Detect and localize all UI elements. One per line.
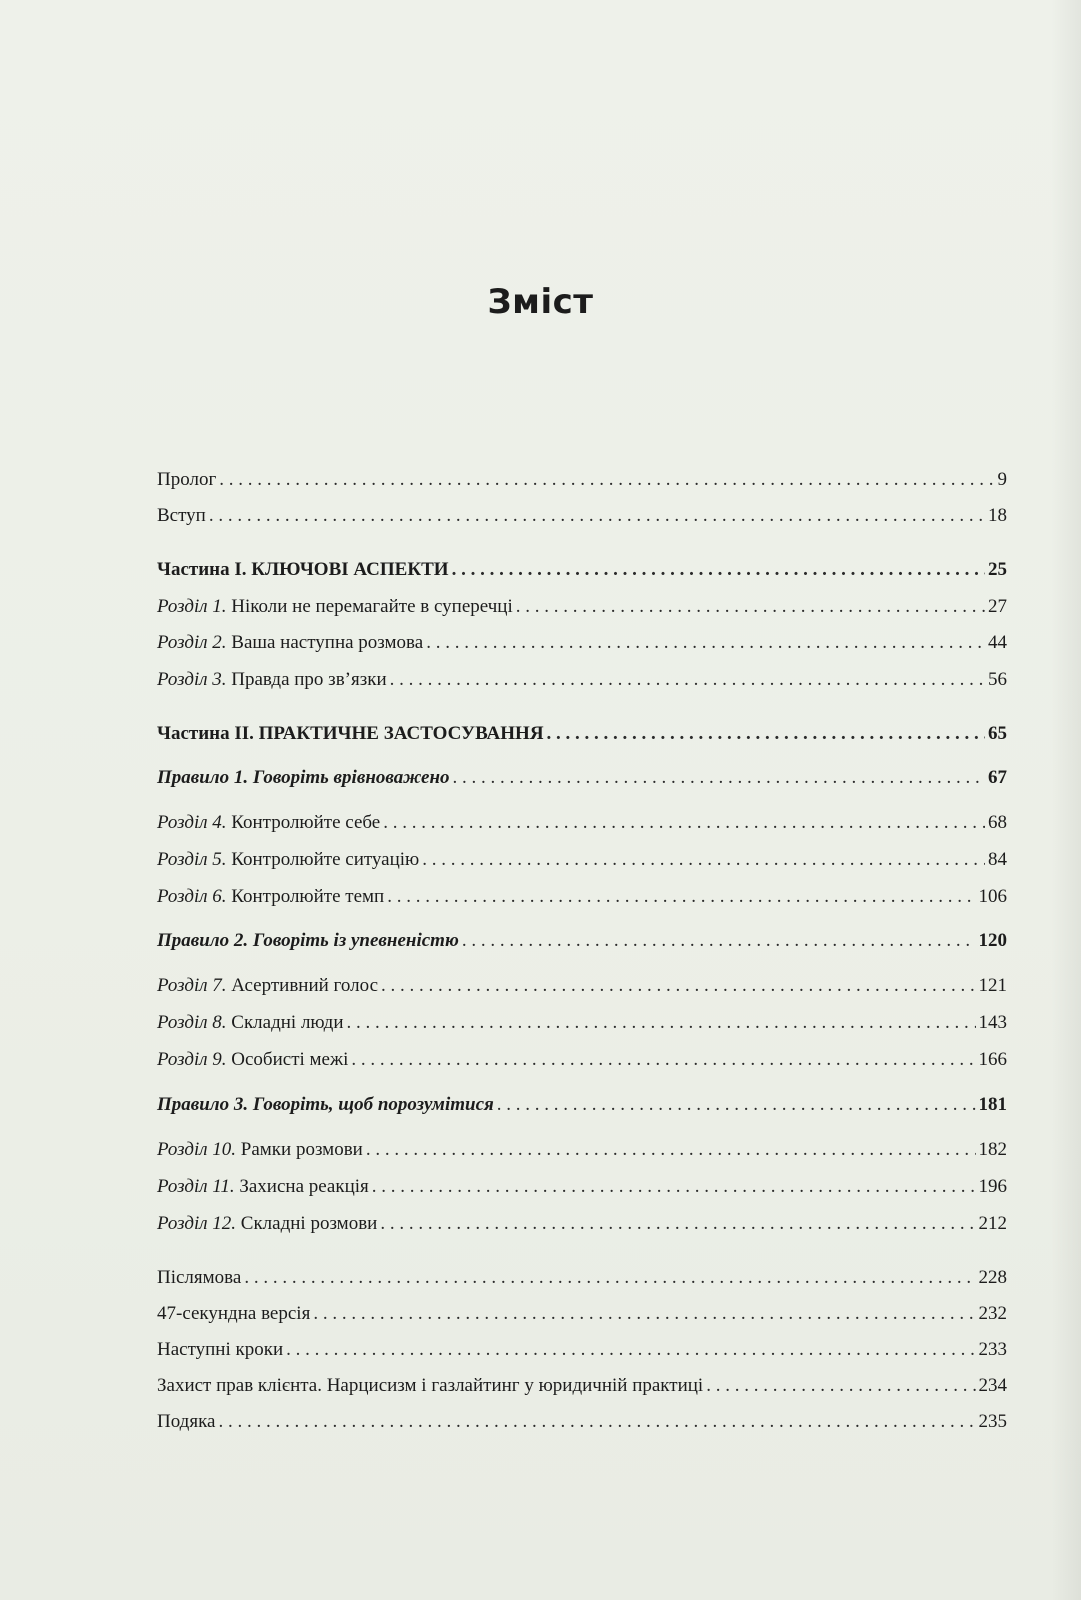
toc-entry-text: Правило 2. Говоріть із упевненістю — [157, 930, 459, 951]
toc-page-number: 44 — [988, 632, 1007, 653]
toc-entry-acknowledgements — [157, 1407, 1007, 1433]
dot-leader — [313, 1303, 975, 1325]
chapter-label: Розділ 12. — [157, 1213, 237, 1234]
toc-page-number: 181 — [978, 1094, 1007, 1115]
dot-leader — [387, 886, 975, 908]
toc-entry-text: Вступ — [157, 505, 206, 526]
toc-entry-47-second-version — [157, 1299, 1007, 1325]
dot-leader — [390, 669, 985, 691]
chapter-label: Розділ 9. — [157, 1049, 227, 1070]
dot-leader — [706, 1375, 975, 1397]
toc-page-number: 233 — [978, 1339, 1007, 1360]
toc-entry-text: Правило 1. Говоріть врівноважено — [157, 767, 450, 788]
dot-leader — [380, 1213, 975, 1235]
chapter-label: Розділ 1. — [157, 596, 227, 617]
dot-leader — [497, 1094, 976, 1116]
chapter-name: Захисна реакція — [234, 1176, 369, 1197]
toc-entry-text: Правило 3. Говоріть, щоб порозумітися — [157, 1094, 494, 1115]
toc-entry-chapter-3 — [157, 665, 1007, 691]
toc-entry-rule-3 — [157, 1090, 1007, 1116]
dot-leader — [452, 559, 985, 581]
toc-entry-introduction — [157, 501, 1007, 527]
chapter-name: Контролюйте ситуацію — [226, 849, 420, 870]
toc-entry-next-steps — [157, 1335, 1007, 1361]
toc-entry-text — [157, 1049, 348, 1071]
dot-leader — [372, 1176, 976, 1198]
dot-leader — [244, 1267, 975, 1289]
toc-entry-chapter-9 — [157, 1045, 1007, 1071]
toc-entry-chapter-7 — [157, 971, 1007, 997]
toc-entry-text — [157, 632, 423, 654]
toc-page-number: 18 — [988, 505, 1007, 526]
toc-entry-chapter-2 — [157, 628, 1007, 654]
dot-leader — [366, 1139, 976, 1161]
dot-leader — [286, 1339, 975, 1361]
toc-entry-chapter-4 — [157, 808, 1007, 834]
toc-page-number: 166 — [978, 1049, 1007, 1070]
toc-entry-prologue — [157, 465, 1007, 491]
dot-leader — [453, 767, 985, 789]
dot-leader — [219, 469, 994, 491]
toc-page-number: 235 — [978, 1411, 1007, 1432]
toc-entry-client-rights — [157, 1371, 1007, 1397]
toc-entry-chapter-5 — [157, 845, 1007, 871]
chapter-label: Розділ 7. — [157, 975, 227, 996]
dot-leader — [383, 812, 985, 834]
dot-leader — [351, 1049, 975, 1071]
toc-page-number: 234 — [978, 1375, 1007, 1396]
toc-entry-rule-2 — [157, 926, 1007, 952]
toc-entry-part-1 — [157, 555, 1007, 581]
toc-page-number: 232 — [978, 1303, 1007, 1324]
toc-page-number: 120 — [978, 930, 1007, 951]
toc-entry-afterword — [157, 1263, 1007, 1289]
toc-entry-text — [157, 1213, 377, 1235]
toc-entry-text: Наступні кроки — [157, 1339, 284, 1360]
dot-leader — [381, 975, 975, 997]
toc-page-number: 228 — [978, 1267, 1007, 1288]
chapter-name: Ваша наступна розмова — [226, 632, 424, 653]
chapter-label: Розділ 10. — [157, 1139, 237, 1160]
toc-page-number: 182 — [978, 1139, 1007, 1160]
toc-entry-text: 47-секундна версія — [157, 1303, 311, 1324]
chapter-name: Асертивний голос — [226, 975, 379, 996]
chapter-label: Розділ 8. — [157, 1012, 227, 1033]
dot-leader — [462, 930, 976, 952]
dot-leader — [422, 849, 985, 871]
dot-leader — [516, 596, 985, 618]
toc-entry-chapter-1 — [157, 592, 1007, 618]
toc-entry-text: Післямова — [157, 1267, 242, 1288]
chapter-name: Складні люди — [226, 1012, 344, 1033]
chapter-name: Складні розмови — [236, 1213, 378, 1234]
chapter-label: Розділ 2. — [157, 632, 227, 653]
toc-entry-text — [157, 1139, 363, 1161]
toc-entry-text — [157, 975, 378, 997]
toc-entry-text — [157, 1012, 344, 1034]
chapter-label: Розділ 11. — [157, 1176, 235, 1197]
chapter-name: Рамки розмови — [236, 1139, 363, 1160]
chapter-name: Контролюйте себе — [226, 812, 381, 833]
chapter-name: Особисті межі — [226, 1049, 349, 1070]
toc-entry-chapter-12 — [157, 1209, 1007, 1235]
toc-entry-text: Пролог — [157, 469, 217, 490]
toc-entry-text: Частина II. ПРАКТИЧНЕ ЗАСТОСУВАННЯ — [157, 723, 544, 744]
chapter-label: Розділ 3. — [157, 669, 227, 690]
chapter-label: Розділ 4. — [157, 812, 227, 833]
toc-page-number: 27 — [988, 596, 1007, 617]
dot-leader — [347, 1012, 976, 1034]
chapter-name: Ніколи не перемагайте в суперечці — [226, 596, 513, 617]
dot-leader — [426, 632, 985, 654]
dot-leader — [209, 505, 985, 527]
toc-page-number: 65 — [988, 723, 1007, 744]
toc-entry-part-2 — [157, 719, 1007, 745]
toc-entry-chapter-8 — [157, 1008, 1007, 1034]
toc-entry-chapter-10 — [157, 1135, 1007, 1161]
toc-entry-text: Захист прав клієнта. Нарцисизм і газлайтинг у юридичній практиці — [157, 1375, 704, 1396]
chapter-name: Правда про зв’язки — [226, 669, 387, 690]
toc-entry-text: Частина I. КЛЮЧОВІ АСПЕКТИ — [157, 559, 449, 580]
toc-entry-chapter-6 — [157, 882, 1007, 908]
toc-page-number: 84 — [988, 849, 1007, 870]
table-of-contents — [157, 0, 1007, 1600]
toc-entry-text — [157, 886, 384, 908]
toc-page-number: 106 — [978, 886, 1007, 907]
chapter-name: Контролюйте темп — [226, 886, 385, 907]
toc-page-number: 212 — [978, 1213, 1007, 1234]
page-title: Зміст — [487, 282, 594, 322]
toc-page-number: 68 — [988, 812, 1007, 833]
toc-entry-rule-1 — [157, 763, 1007, 789]
toc-page-number: 67 — [988, 767, 1007, 788]
toc-page-number: 121 — [978, 975, 1007, 996]
chapter-label: Розділ 6. — [157, 886, 227, 907]
toc-entry-chapter-11 — [157, 1172, 1007, 1198]
toc-entry-text: Подяка — [157, 1411, 216, 1432]
toc-entry-text — [157, 849, 419, 871]
toc-entry-text — [157, 1176, 369, 1198]
toc-entry-text — [157, 812, 380, 834]
toc-page-number: 9 — [997, 469, 1007, 490]
toc-page-number: 143 — [978, 1012, 1007, 1033]
toc-entry-text — [157, 669, 387, 691]
toc-page-number: 25 — [988, 559, 1007, 580]
dot-leader — [547, 723, 985, 745]
chapter-label: Розділ 5. — [157, 849, 227, 870]
toc-page-number: 196 — [978, 1176, 1007, 1197]
toc-entry-text — [157, 596, 513, 618]
dot-leader — [218, 1411, 975, 1433]
toc-page-number: 56 — [988, 669, 1007, 690]
